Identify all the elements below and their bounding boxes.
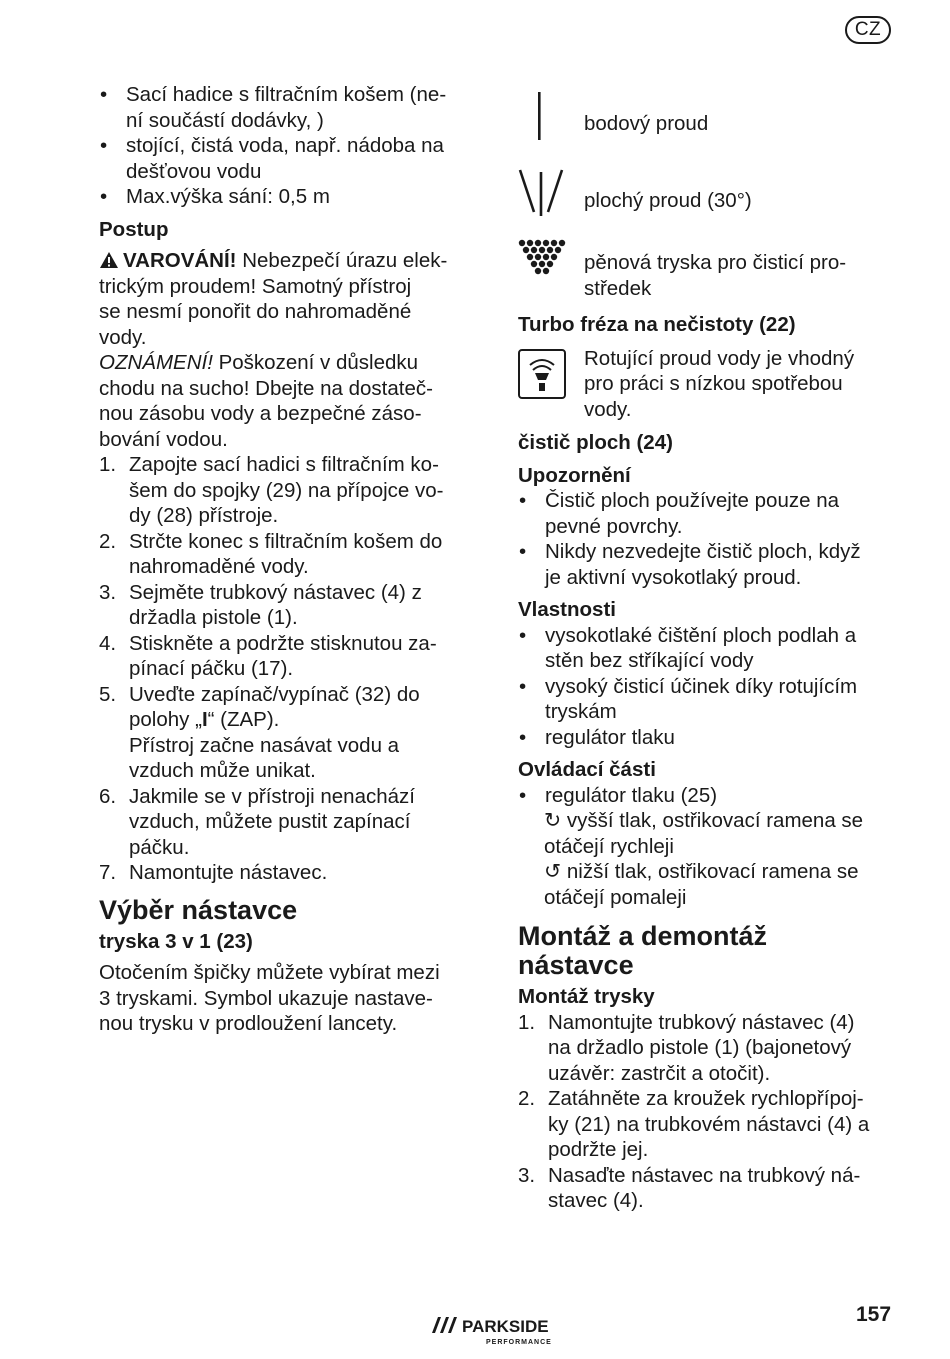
step-text: Jakmile se v přístroji nenachází vzduch, můžete pustit zapínací páčku. (129, 784, 415, 859)
step-item (518, 1010, 903, 1087)
step-number: 2. (518, 1087, 536, 1110)
step-item (99, 860, 479, 886)
list-item (518, 539, 903, 590)
parkside-logo (430, 1313, 590, 1349)
step-item (99, 529, 479, 580)
bullet-text: Max.výška sání: 0,5 m (126, 185, 330, 208)
properties-heading: Vlastnosti (518, 598, 616, 621)
warning-label: VAROVÁNÍ! (123, 249, 237, 272)
step-item (99, 682, 479, 784)
bullet-text: regulátor tlaku (545, 725, 675, 749)
warning-text: Nebezpečí úrazu elek- trickým proudem! Samotný přístroj se nesmí ponořit do nahromaděné vody. (99, 249, 448, 349)
warning-paragraph (99, 248, 479, 350)
step-text: Namontujte trubkový nástavec (4) na držadlo pistole (1) (bajonetový uzávěr: zastrčit a otočit). (548, 1010, 855, 1085)
surface-cleaner-heading: čistič ploch (24) (518, 431, 673, 454)
step-text: Nasaďte nástavec na trubkový ná- stavec (4). (548, 1163, 861, 1212)
foam-nozzle-icon (518, 238, 568, 288)
step-number: 3. (518, 1163, 536, 1187)
turbo-heading: Turbo fréza na nečistoty (22) (518, 313, 796, 336)
page-number: 157 (856, 1303, 892, 1326)
warning-triangle-icon (99, 251, 119, 269)
step-text: Stiskněte a podržte stisknutou za- pínací páčku (17). (129, 631, 437, 680)
step-text: Namontujte nástavec. (129, 861, 328, 884)
step-item (99, 452, 479, 529)
step-text (129, 683, 420, 783)
bullet-text: stojící, čistá voda, např. nádoba na dešťovou vodu (126, 134, 444, 183)
language-badge: CZ (845, 16, 891, 44)
list-item (99, 82, 479, 133)
list-item (518, 488, 903, 539)
brand-subtitle: PERFORMANCE (486, 1339, 552, 1346)
nozzle-heading: tryska 3 v 1 (23) (99, 929, 253, 953)
postup-heading: Postup (99, 217, 169, 241)
step-text: Zatáhněte za kroužek rychlopřípoj- ky (21) na trubkovém nástavci (4) a podržte jej. (548, 1087, 870, 1161)
symbol-text: pěnová tryska pro čisticí pro- středek (584, 251, 847, 300)
step-item (518, 1163, 903, 1214)
symbol-row (518, 228, 903, 304)
symbol-row (518, 82, 903, 158)
list-item (518, 783, 903, 809)
step-text-part: Uveďte zapínač/vypínač (32) do polohy „ (129, 682, 420, 731)
step-text-part: “ (ZAP). Přístroj začne nasávat vodu a vzduch může unikat. (129, 708, 400, 782)
step-number: 7. (99, 861, 117, 884)
list-item (99, 184, 479, 210)
step-text: Strčte konec s filtračním košem do nahromaděné vody. (129, 529, 443, 578)
step-number: 5. (99, 682, 117, 706)
step-number: 1. (99, 453, 117, 476)
list-item (518, 623, 903, 674)
step-number: 2. (99, 529, 117, 553)
symbol-text: plochý proud (30°) (584, 189, 752, 212)
turbo-text: Rotující proud vody je vhodný pro práci s nízkou spotřebou vody. (584, 346, 855, 421)
list-item (518, 674, 903, 725)
step-number: 4. (99, 631, 117, 655)
step-number: 3. (99, 580, 117, 604)
procedure-steps (99, 452, 479, 886)
section-title-nozzle-selection: Výběr nástavce (99, 894, 298, 925)
bullet-text: Nikdy nezvedejte čistič ploch, když je aktivní vysokotlaký proud. (545, 540, 861, 589)
turbo-nozzle-icon (518, 349, 566, 399)
turbo-description (518, 346, 903, 423)
left-column (99, 82, 479, 1037)
step-item (99, 631, 479, 682)
notice-text: Poškození v důsledku chodu na sucho! Dbejte na dostateč- nou zásobu vody a bezpečné záso- bování vodou. (99, 351, 433, 451)
step-item (99, 580, 479, 631)
bullet-text: Čistič ploch používejte pouze na pevné povrchy. (545, 489, 840, 538)
flat-jet-icon (518, 168, 568, 218)
step-text: Zapojte sací hadici s filtračním ko- šem do spojky (29) na přípojce vo- dy (28) přístroje. (129, 453, 444, 527)
pressure-high-text: ↻ vyšší tlak, ostřikovací ramena se otáčejí rychleji (544, 809, 864, 858)
right-column (518, 82, 903, 1214)
bullet-text: regulátor tlaku (25) (545, 783, 718, 807)
symbol-text: bodový proud (584, 112, 709, 135)
step-text: Sejměte trubkový nástavec (4) z držadla pistole (1). (129, 580, 422, 629)
pressure-low-text: ↺ nižší tlak, ostřikovací ramena se otáčejí pomaleji (544, 860, 859, 909)
bullet-text: vysoký čisticí účinek díky rotujícím tryskám (545, 674, 858, 723)
symbol-row (518, 158, 903, 228)
nozzle-text: Otočením špičky můžete vybírat mezi 3 tryskami. Symbol ukazuje nastave- nou trysku v prodloužení lancety. (99, 961, 440, 1035)
controls-heading: Ovládací části (518, 758, 656, 781)
notice-label: OZNÁMENÍ! (99, 351, 213, 374)
section-title-mounting: Montáž a demontáž nástavce (518, 921, 768, 980)
notice-paragraph (99, 350, 479, 452)
mount-heading: Montáž trysky (518, 985, 655, 1008)
point-jet-icon (518, 92, 568, 142)
step-number: 1. (518, 1010, 536, 1034)
switch-position-symbol: I (201, 708, 208, 731)
step-item (518, 1086, 903, 1163)
step-number: 6. (99, 784, 117, 808)
list-item (99, 133, 479, 184)
bullet-text: vysokotlaké čištění ploch podlah a stěn bez stříkající vody (545, 623, 857, 672)
list-item (518, 725, 903, 751)
brand-name: PARKSIDE (462, 1317, 549, 1336)
notice-heading: Upozornění (518, 463, 631, 487)
step-item (99, 784, 479, 861)
bullet-text: Sací hadice s filtračním košem (ne- ní součástí dodávky, ) (126, 83, 447, 132)
